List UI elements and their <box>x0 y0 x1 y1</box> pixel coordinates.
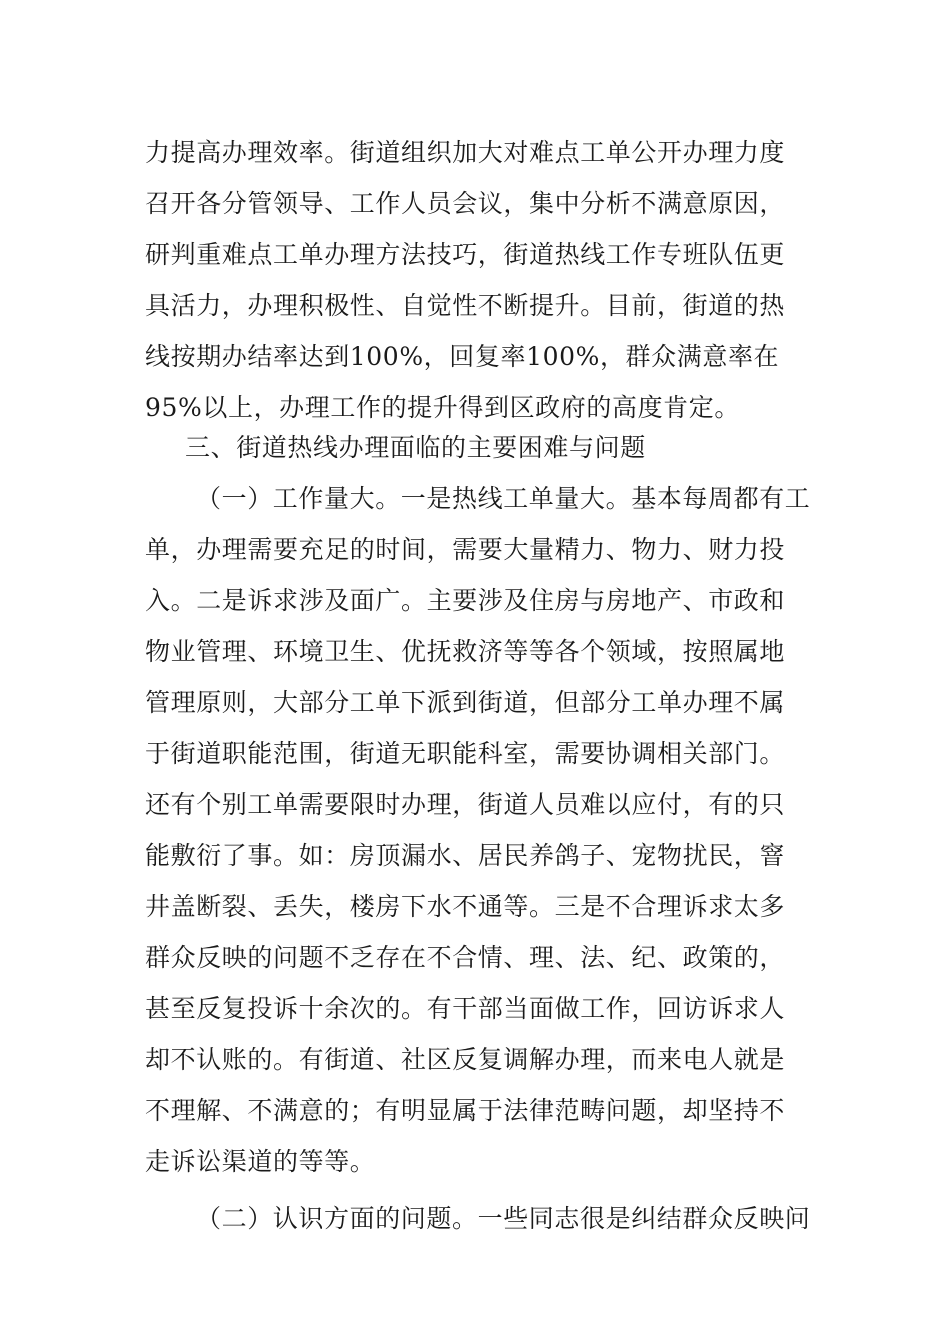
paragraph-line: 入。二是诉求涉及面广。主要涉及住房与房地产、市政和 <box>145 586 786 615</box>
paragraph-line: 井盖断裂、丢失，楼房下水不通等。三是不合理诉求太多 <box>145 892 786 921</box>
paragraph-line: 力提高办理效率。街道组织加大对难点工单公开办理力度 <box>145 138 786 167</box>
paragraph-line: 研判重难点工单办理方法技巧，街道热线工作专班队伍更 <box>145 240 786 269</box>
paragraph-line: 甚至反复投诉十余次的。有干部当面做工作，回访诉求人 <box>145 994 786 1023</box>
paragraph-line: 走诉讼渠道的等等。 <box>145 1147 376 1176</box>
paragraph-line: 不理解、不满意的；有明显属于法律范畴问题，却坚持不 <box>145 1096 786 1125</box>
paragraph-line: 管理原则，大部分工单下派到街道，但部分工单办理不属 <box>145 688 786 717</box>
paragraph-line: 单，办理需要充足的时间，需要大量精力、物力、财力投 <box>145 535 786 564</box>
paragraph-line: 却不认账的。有街道、社区反复调解办理，而来电人就是 <box>145 1045 786 1074</box>
paragraph-line: 95%以上，办理工作的提升得到区政府的高度肯定。 <box>145 393 740 422</box>
paragraph-line: 能敷衍了事。如：房顶漏水、居民养鸽子、宠物扰民，窨 <box>145 841 786 870</box>
paragraph-line: 具活力，办理积极性、自觉性不断提升。目前，街道的热 <box>145 291 786 320</box>
section-heading: 三、街道热线办理面临的主要困难与问题 <box>185 433 646 462</box>
paragraph-line: 线按期办结率达到100%，回复率100%，群众满意率在 <box>145 342 780 371</box>
subsection-start-line: （二）认识方面的问题。一些同志很是纠结群众反映问 <box>196 1204 811 1233</box>
subsection-start-line: （一）工作量大。一是热线工单量大。基本每周都有工 <box>196 484 811 513</box>
paragraph-line: 还有个别工单需要限时办理，街道人员难以应付，有的只 <box>145 790 786 819</box>
paragraph-line: 于街道职能范围，街道无职能科室，需要协调相关部门。 <box>145 739 786 768</box>
paragraph-line: 召开各分管领导、工作人员会议，集中分析不满意原因， <box>145 189 786 218</box>
paragraph-line: 物业管理、环境卫生、优抚救济等等各个领域，按照属地 <box>145 637 786 666</box>
paragraph-line: 群众反映的问题不乏存在不合情、理、法、纪、政策的， <box>145 943 786 972</box>
